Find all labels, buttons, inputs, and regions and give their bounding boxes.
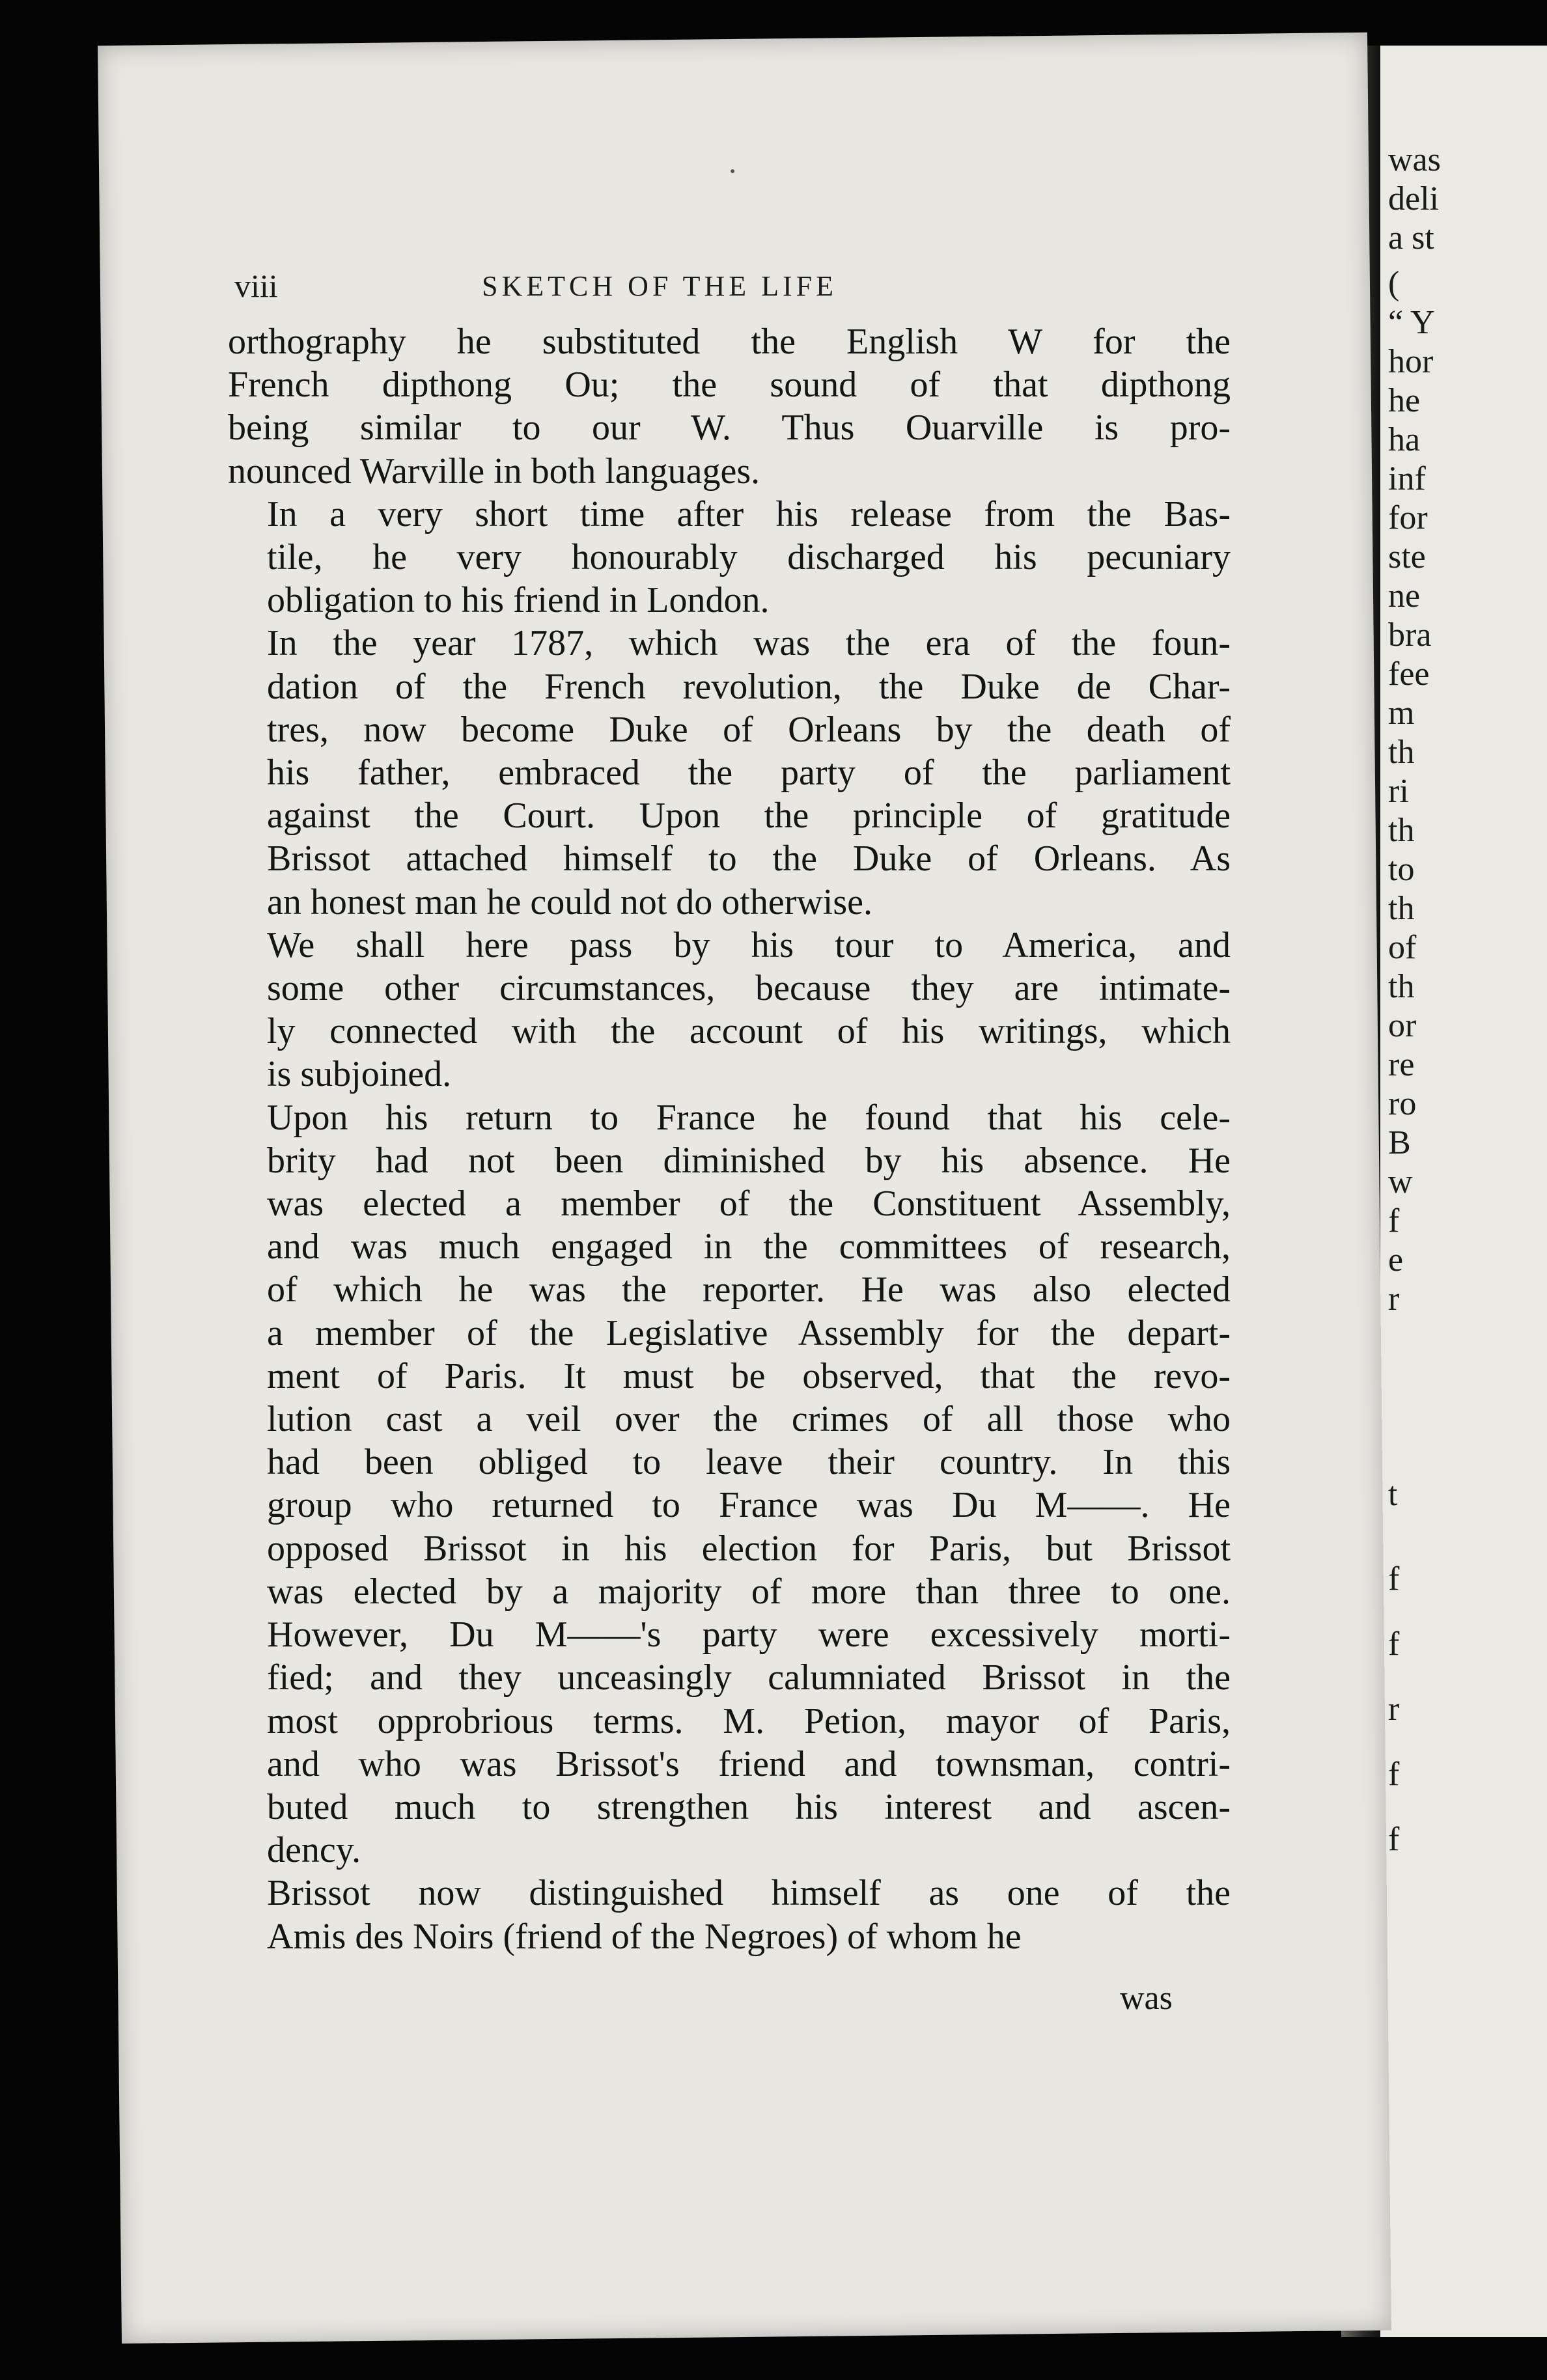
text-line: French dipthong Ou; the sound of that dipthong	[228, 365, 1231, 406]
facing-text-fragment: ri	[1388, 773, 1409, 810]
text-line: In the year 1787, which was the era of the foun-	[267, 623, 1231, 664]
text-line: ly connected with the account of his writings, which	[267, 1011, 1231, 1052]
text-line: had been obliged to leave their country. In this	[267, 1442, 1231, 1483]
text-line: being similar to our W. Thus Ouarville is pro-	[228, 408, 1231, 449]
facing-text-fragment: th	[1388, 890, 1415, 927]
facing-text-fragment: t	[1388, 1476, 1398, 1513]
facing-text-fragment: re	[1388, 1046, 1415, 1083]
text-line: tile, he very honourably discharged his pecuniary	[267, 537, 1231, 578]
facing-text-fragment: f	[1388, 1560, 1400, 1598]
facing-text-fragment: inf	[1388, 460, 1426, 497]
text-line: lution cast a veil over the crimes of all those who	[267, 1399, 1231, 1440]
facing-text-fragment: f	[1388, 1202, 1400, 1239]
paragraph	[228, 1096, 1231, 1872]
text-line: Brissot attached himself to the Duke of Orleans. As	[267, 838, 1231, 879]
facing-text-fragment: or	[1388, 1007, 1417, 1044]
text-line: is subjoined.	[267, 1054, 452, 1095]
text-line: was elected by a majority of more than three to one.	[267, 1571, 1231, 1612]
text-line: obligation to his friend in London.	[267, 580, 770, 621]
text-line: nounced Warville in both languages.	[228, 450, 760, 491]
text-line: Brissot now distinguished himself as one of the	[267, 1873, 1231, 1914]
paragraph	[228, 1872, 1231, 1958]
facing-text-fragment: deli	[1388, 180, 1439, 217]
text-line: We shall here pass by his tour to America, and	[267, 924, 1231, 965]
facing-text-fragment: a st	[1388, 219, 1434, 256]
facing-text-fragment: r	[1388, 1280, 1400, 1318]
facing-text-fragment: m	[1388, 695, 1415, 732]
paragraph	[228, 622, 1231, 923]
text-line: was elected a member of the Constituent Assembly,	[267, 1183, 1231, 1225]
facing-text-fragment: (	[1388, 265, 1400, 302]
facing-text-fragment: r	[1388, 1691, 1400, 1728]
facing-text-fragment: fee	[1388, 656, 1430, 693]
text-line: and who was Brissot's friend and townsman, contri-	[267, 1743, 1231, 1784]
facing-text-fragment: of	[1388, 929, 1417, 966]
text-line: Upon his return to France he found that his cele-	[267, 1097, 1231, 1138]
text-line: brity had not been diminished by his absence. He	[267, 1140, 1231, 1181]
text-line: most opprobrious terms. M. Petion, mayor of Paris,	[267, 1700, 1231, 1741]
text-line: of which he was the reporter. He was also elected	[267, 1269, 1231, 1310]
catchword: was	[1120, 1980, 1173, 2017]
facing-text-fragment: “ Y	[1388, 304, 1435, 341]
facing-page	[1380, 46, 1547, 2337]
facing-text-fragment: hor	[1388, 343, 1434, 380]
text-line: buted much to strengthen his interest and ascen-	[267, 1786, 1231, 1827]
facing-text-fragment: was	[1388, 141, 1441, 178]
text-line: group who returned to France was Du M——. He	[267, 1485, 1231, 1526]
facing-text-fragment: e	[1388, 1241, 1404, 1279]
text-line: opposed Brissot in his election for Paris, but Brissot	[267, 1528, 1231, 1569]
text-line: a member of the Legislative Assembly for the depart-	[267, 1312, 1231, 1353]
text-line: In a very short time after his release from the Bas-	[267, 493, 1231, 534]
facing-text-fragment: bra	[1388, 616, 1432, 654]
facing-text-fragment: to	[1388, 851, 1415, 888]
ink-smudge	[731, 169, 734, 173]
paragraph	[228, 493, 1231, 622]
text-line: dency.	[267, 1830, 361, 1871]
facing-text-fragment: he	[1388, 382, 1421, 419]
page-header	[234, 267, 1224, 309]
folio-number: viii	[234, 268, 278, 304]
text-line: tres, now become Duke of Orleans by the death of	[267, 709, 1231, 750]
text-line: fied; and they unceasingly calumniated Brissot in the	[267, 1657, 1231, 1698]
text-line: dation of the French revolution, the Duke de Char-	[267, 666, 1231, 707]
facing-text-fragment: f	[1388, 1821, 1400, 1858]
text-line: Amis des Noirs (friend of the Negroes) of whom he	[267, 1916, 1022, 1957]
facing-text-fragment: f	[1388, 1756, 1400, 1793]
facing-text-fragment: for	[1388, 499, 1428, 536]
facing-text-fragment: ste	[1388, 538, 1426, 575]
text-line: some other circumstances, because they are intimate-	[267, 968, 1231, 1009]
facing-text-fragment: w	[1388, 1163, 1413, 1200]
running-head: SKETCH OF THE LIFE	[482, 270, 837, 302]
paragraph	[228, 924, 1231, 1096]
facing-text-fragment: th	[1388, 812, 1415, 849]
facing-text-fragment: ha	[1388, 421, 1421, 458]
facing-text-fragment: th	[1388, 734, 1415, 771]
facing-text-fragment: B	[1388, 1124, 1411, 1161]
text-line: an honest man he could not do otherwise.	[267, 881, 873, 922]
body-text	[228, 320, 1231, 1958]
text-line: However, Du M——'s party were excessively morti-	[267, 1614, 1231, 1655]
facing-text-fragment: th	[1388, 968, 1415, 1005]
paragraph	[228, 320, 1231, 493]
facing-text-fragment: ne	[1388, 577, 1421, 615]
text-line: orthography he substituted the English W for the	[228, 322, 1231, 362]
text-line: ment of Paris. It must be observed, that the revo-	[267, 1355, 1231, 1396]
text-line: against the Court. Upon the principle of gratitude	[267, 796, 1231, 837]
facing-text-fragment: ro	[1388, 1085, 1417, 1122]
text-line: his father, embraced the party of the parliament	[267, 753, 1231, 794]
facing-text-fragment: f	[1388, 1626, 1400, 1663]
text-line: and was much engaged in the committees of research,	[267, 1226, 1231, 1267]
